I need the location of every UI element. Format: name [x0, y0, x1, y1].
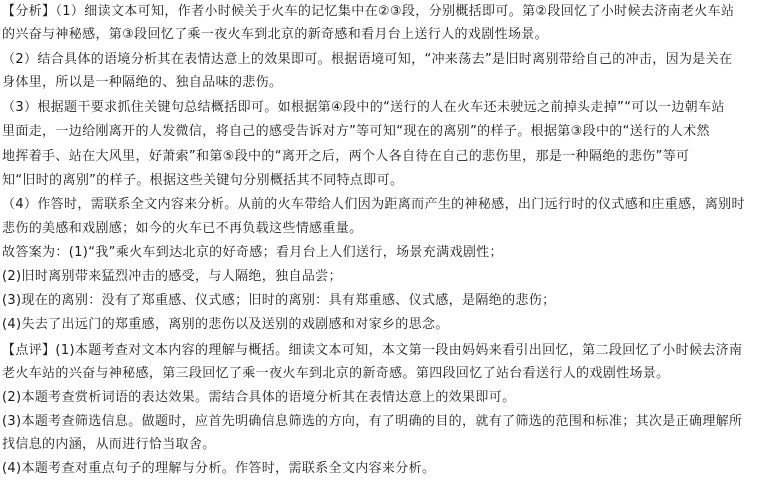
analysis-line-8: 知“旧时的离别”的样子。根据这些关键句分别概括其不同特点即可。	[2, 173, 404, 188]
answer-line-3: (3)现在的离别：没有了郑重感、仪式感；旧时的离别：具有郑重感、仪式感，是隔绝的悲伤；	[2, 293, 556, 308]
answer-line-4: (4)失去了出远门的郑重感，离别的悲伤以及送别的戏剧感和对家乡的思念。	[2, 317, 449, 332]
answer-line-2: (2)旧时离别带来猛烈冲击的感受，与人隔绝，独自品尝；	[2, 269, 342, 284]
comment-line-2: 老火车站的兴奋与神秘感，第三段回忆了乘一夜火车到北京的新奇感。第四段回忆了站台看送行人的戏剧性场景。	[2, 366, 670, 381]
analysis-line-1: 【分析】（1）细读文本可知，作者小时候关于火车的记忆集中在②③段，分别概括即可。第②段回忆了小时候去济南老火车站	[2, 4, 735, 19]
analysis-line-7: 地挥着手、站在大风里，好萧索”和第⑤段中的“离开之后，两个人各自待在自己的悲伤里，那是一种隔绝的悲伤”等可	[2, 149, 690, 164]
analysis-line-3: （2）结合具体的语境分析其在表情达意上的效果即可。根据语境可知，“冲来荡去”是旧时离别带给自己的冲击，因为是关在	[2, 52, 733, 67]
comment-line-6: (4)本题考查对重点句子的理解与分析。作答时，需联系全文内容来分析。	[2, 461, 436, 476]
comment-line-5: 找信息的内涵，从而进行恰当取舍。	[2, 437, 216, 452]
answer-line-1: 故答案为：(1)“我”乘火车到达北京的好奇感；看月台上人们送行，场景充满戏剧性；	[2, 245, 503, 260]
analysis-line-6: 里面走，一边给刚离开的人发微信，将自己的感受告诉对方”等可知“现在的离别”的样子。根据第③段中的“送行的人术然	[2, 124, 710, 139]
comment-line-1: 【点评】(1)本题考查对文本内容的理解与概括。细读文本可知，本文第一段由妈妈来看引出回忆，第二段回忆了小时候去济南	[2, 343, 743, 358]
analysis-line-2: 的兴奋与神秘感，第③段回忆了乘一夜火车到北京的新奇感和看月台上送行人的戏剧性场景。	[2, 27, 549, 42]
analysis-line-5: （3）根据题干要求抓住关键句总结概括即可。如根据第④段中的“送行的人在火车还未驶远之前掉头走掉”“可以一边朝车站	[2, 100, 725, 115]
analysis-line-4: 身体里，所以是一种隔绝的、独自品味的悲伤。	[2, 75, 283, 90]
analysis-line-9: （4）作答时，需联系全文内容来分析。从前的火车带给人们因为距离而产生的神秘感，出门远行时的仪式感和庄重感，离别时	[2, 197, 745, 212]
comment-line-3: (2)本题考查赏析词语的表达效果。需结合具体的语境分析其在表情达意上的效果即可。	[2, 390, 516, 405]
analysis-line-10: 悲伤的美感和戏剧感；如今的火车已不再负载这些情感重量。	[2, 221, 363, 236]
comment-line-4: (3)本题考查筛选信息。做题时，应首先明确信息筛选的方向，有了明确的目的，就有了筛选的范围和标准；其次是正确理解所	[2, 414, 743, 429]
